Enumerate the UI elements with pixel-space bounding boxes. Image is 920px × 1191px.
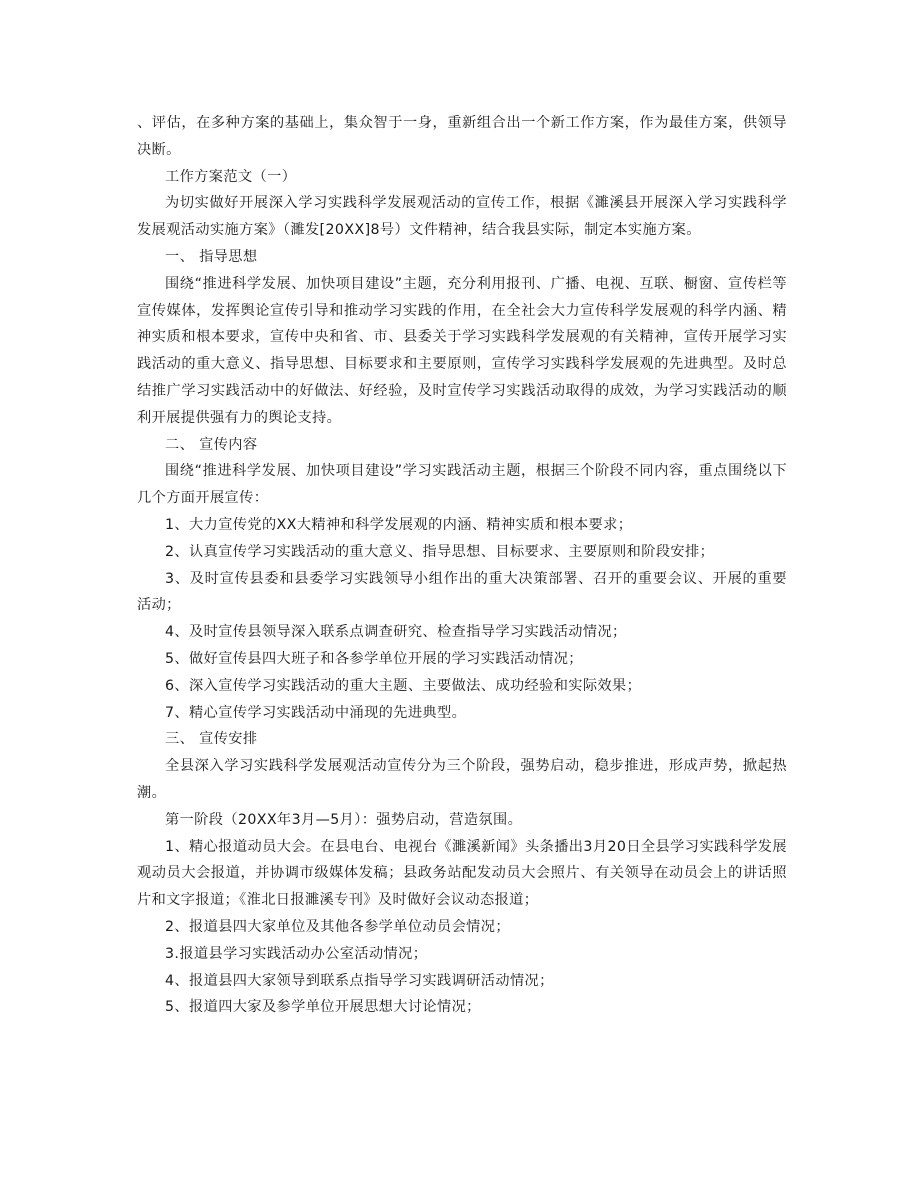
list-item-content-4: 4、及时宣传县领导深入联系点调查研究、检查指导学习实践活动情况； xyxy=(165,624,627,641)
heading-guiding-thought: 一、 指导思想 xyxy=(165,248,258,265)
list-item-content-6: 6、深入宣传学习实践活动的重大主题、主要做法、成功经验和实际效果； xyxy=(165,677,642,694)
list-item-content-5: 5、做好宣传县四大班子和各参学单位开展的学习实践活动情况； xyxy=(165,650,583,667)
list-item-content-3: 3、及时宣传县委和县委学习实践领导小组作出的重大决策部署、召开的重要会议、开展的重要活动； xyxy=(137,570,787,614)
paragraph-guiding-thought: 围绕“推进科学发展、加快项目建设”主题，充分利用报刊、广播、电视、互联、橱窗、宣传栏等宣传媒体，发挥舆论宣传引导和推动学习实践的作用，在全社会大力宣传科学发展观的科学内涵、精神实质和根本要求，宣传中央和省、市、县委关于学习实践科学发展观的有关精神，宣传开展学习实践活动的重大意义、指导思想、目标要求和主要原则，宣传学习实践科学发展观的先进典型。及时总结推广学习实践活动中的好做法、好经验，及时宣传学习实践活动取得的成效，为学习实践活动的顺利开展提供强有力的舆论支持。 xyxy=(137,275,787,426)
paragraph-arrangement: 全县深入学习实践科学发展观活动宣传分为三个阶段，强势启动，稳步推进，形成声势，掀起热潮。 xyxy=(137,758,787,801)
paragraph-1: 、评估，在多种方案的基础上，集众智于一身，重新组合出一个新工作方案，作为最佳方案，供领导决断。 xyxy=(137,115,787,158)
paragraph-intro: 为切实做好开展深入学习实践科学发展观活动的宣传工作，根据《濉溪县开展深入学习实践科学发展观活动实施方案》（濉发[20XX]8号）文件精神，结合我县实际，制定本实施方案。 xyxy=(137,195,787,239)
list-item-content-1: 1、大力宣传党的XX大精神和科学发展观的内涵、精神实质和根本要求； xyxy=(165,516,633,533)
list-item-content-7: 7、精心宣传学习实践活动中涌现的先进典型。 xyxy=(165,704,467,721)
heading-publicity-content: 二、 宣传内容 xyxy=(165,436,258,453)
section-title-sample: 工作方案范文（一） xyxy=(165,168,297,185)
phase-one-title: 第一阶段（20XX年3月—5月）：强势启动，营造氛围。 xyxy=(165,811,523,828)
document-page xyxy=(137,110,787,1021)
heading-publicity-arrangement: 三、 宣传安排 xyxy=(165,731,258,748)
list-item-content-2: 2、认真宣传学习实践活动的重大意义、指导思想、目标要求、主要原则和阶段安排； xyxy=(165,543,715,560)
list-item-phase-1: 1、精心报道动员大会。在县电台、电视台《濉溪新闻》头条播出3月20日全县学习实践科学发展观动员大会报道，并协调市级媒体发稿；县政务站配发动员大会照片、有关领导在动员会上的讲话照片和文字报道；《淮北日报濉溪专刊》及时做好会议动态报道； xyxy=(137,838,787,909)
list-item-phase-5: 5、报道四大家及参学单位开展思想大讨论情况； xyxy=(165,999,481,1016)
paragraph-publicity-content: 围绕“推进科学发展、加快项目建设”学习实践活动主题，根据三个阶段不同内容，重点围绕以下几个方面开展宣传： xyxy=(137,463,787,507)
list-item-phase-3: 3.报道县学习实践活动办公室活动情况； xyxy=(165,945,428,962)
list-item-phase-2: 2、报道县四大家单位及其他各参学单位动员会情况； xyxy=(165,918,510,935)
list-item-phase-4: 4、报道县四大家领导到联系点指导学习实践调研活动情况； xyxy=(165,972,554,989)
